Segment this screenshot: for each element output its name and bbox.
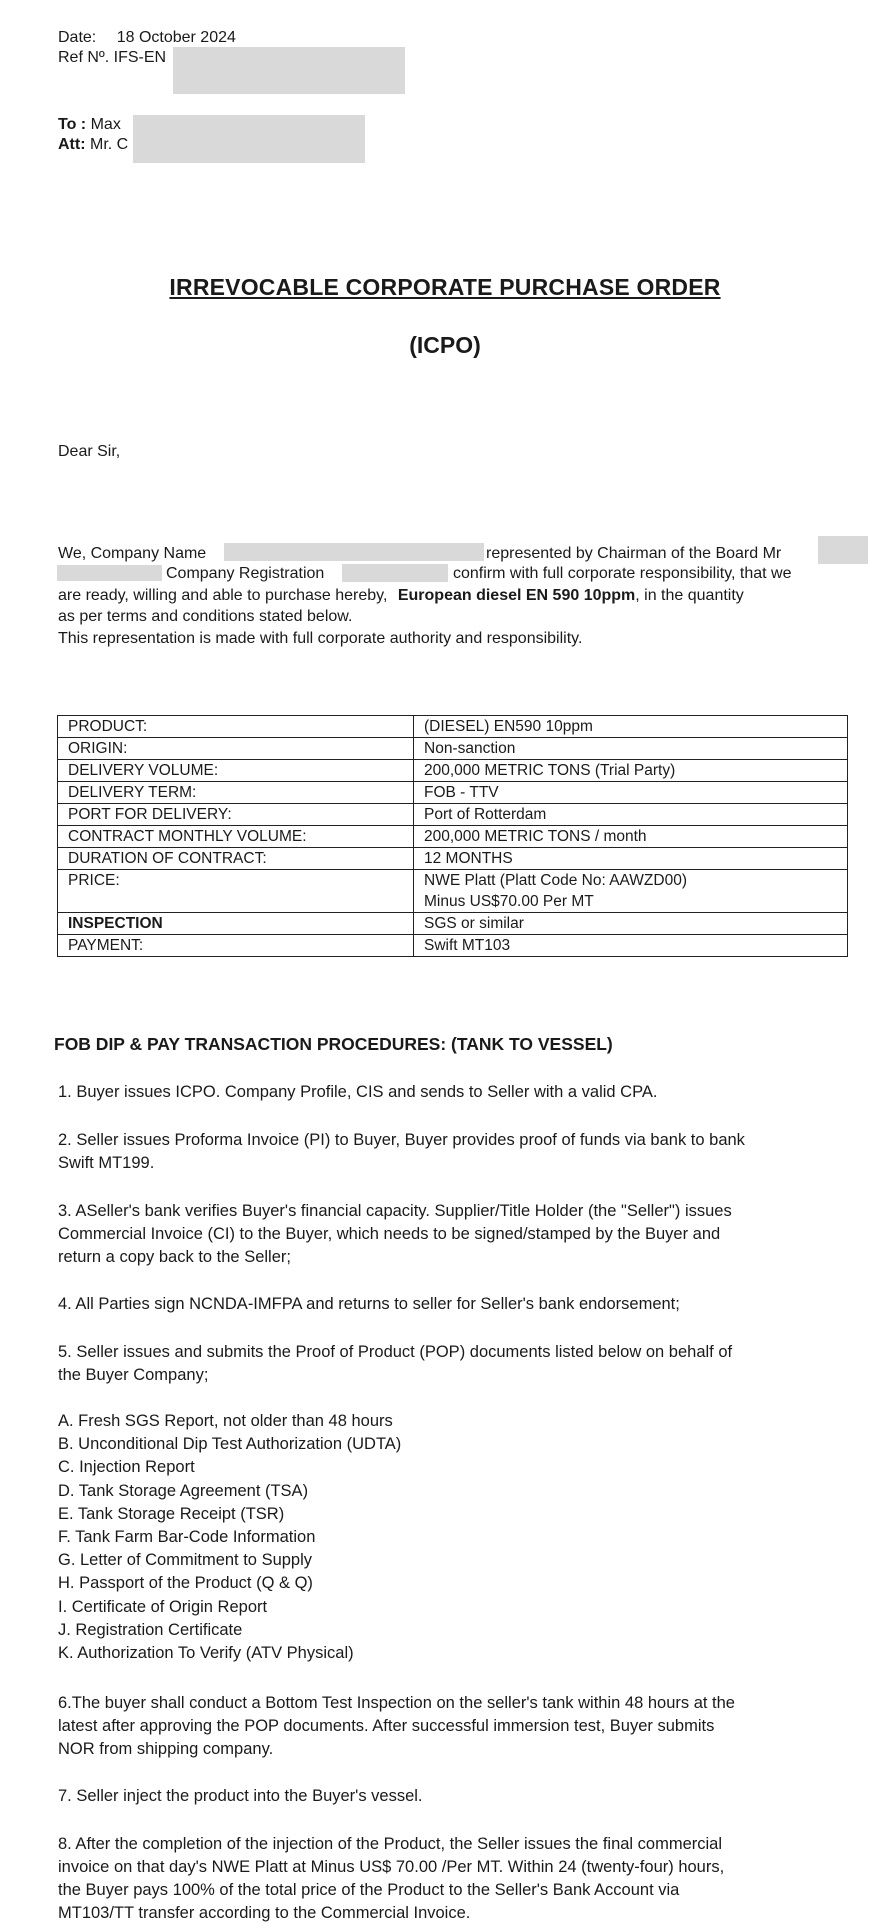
list-item: K. Authorization To Verify (ATV Physical) — [58, 1644, 354, 1663]
to-label: To : — [58, 116, 87, 133]
table-row — [58, 738, 848, 760]
procedure-3-line-1: 3. ASeller's bank verifies Buyer's financial capacity. Supplier/Title Holder (the "Seller") issues — [58, 1202, 732, 1220]
procedure-8-line-3: the Buyer pays 100% of the total price of the Product to the Seller's Bank Account via — [58, 1881, 680, 1899]
spec-value: 12 MONTHS — [414, 848, 848, 870]
procedures-heading: FOB DIP & PAY TRANSACTION PROCEDURES: (TANK TO VESSEL) — [54, 1034, 613, 1054]
procedure-7: 7. Seller inject the product into the Buyer's vessel. — [58, 1787, 423, 1805]
list-item: G. Letter of Commitment to Supply — [58, 1551, 313, 1570]
date-value: 18 October 2024 — [116, 29, 236, 46]
table-row — [58, 804, 848, 826]
procedure-2-line-2: Swift MT199. — [58, 1154, 155, 1172]
list-item: B. Unconditional Dip Test Authorization (UDTA) — [58, 1435, 402, 1454]
procedure-3-line-2: Commercial Invoice (CI) to the Buyer, which needs to be signed/stamped by the Buyer and — [58, 1225, 721, 1243]
price-line-2: Minus US$70.00 Per MT — [424, 893, 594, 910]
spec-value: Non-sanction — [414, 738, 848, 760]
spec-key: CONTRACT MONTHLY VOLUME: — [58, 826, 414, 848]
list-item: I. Certificate of Origin Report — [58, 1597, 268, 1616]
redaction-chairman-name — [57, 565, 162, 581]
procedure-8-line-4: MT103/TT transfer according to the Commercial Invoice. — [58, 1904, 471, 1922]
list-item: J. Registration Certificate — [58, 1620, 243, 1639]
to-value: Max — [90, 116, 121, 133]
att-line — [58, 135, 128, 155]
table-row — [58, 848, 848, 870]
spec-key: DELIVERY VOLUME: — [58, 760, 414, 782]
redaction-ref — [173, 47, 405, 94]
spec-value: Port of Rotterdam — [414, 804, 848, 826]
spec-value: SGS or similar — [414, 913, 848, 935]
spec-value-price — [414, 870, 848, 913]
spec-value: 200,000 METRIC TONS / month — [414, 826, 848, 848]
ref-line: Ref Nº. IFS-EN — [58, 49, 167, 66]
table-row — [58, 913, 848, 935]
intro-line-5: This representation is made with full corporate authority and responsibility. — [58, 630, 583, 647]
spec-key: ORIGIN: — [58, 738, 414, 760]
procedure-5-line-2: the Buyer Company; — [58, 1366, 209, 1384]
list-item: F. Tank Farm Bar-Code Information — [58, 1528, 316, 1547]
procedure-3-line-3: return a copy back to the Seller; — [58, 1248, 291, 1266]
redaction-chairman — [818, 536, 868, 564]
intro-line-2b: confirm with full corporate responsibility, that we — [453, 565, 792, 582]
intro-line-1b: represented by Chairman of the Board Mr — [486, 545, 782, 562]
att-value: Mr. C — [90, 136, 129, 153]
pop-documents-list — [58, 1410, 401, 1665]
spec-value: FOB - TTV — [414, 782, 848, 804]
table-row — [58, 826, 848, 848]
redaction-company-name — [224, 543, 484, 561]
procedure-6-line-1: 6.The buyer shall conduct a Bottom Test Inspection on the seller's tank within 48 hours at the — [58, 1694, 735, 1712]
spec-key: PORT FOR DELIVERY: — [58, 804, 414, 826]
procedure-6-line-2: latest after approving the POP documents. After successful immersion test, Buyer submits — [58, 1717, 715, 1735]
att-label: Att: — [58, 136, 86, 153]
spec-key: PRODUCT: — [58, 716, 414, 738]
procedure-1: 1. Buyer issues ICPO. Company Profile, CIS and sends to Seller with a valid CPA. — [58, 1083, 658, 1101]
intro-line-4: as per terms and conditions stated below. — [58, 608, 353, 625]
spec-table — [57, 715, 848, 957]
document-subtitle: (ICPO) — [409, 332, 481, 358]
list-item: A. Fresh SGS Report, not older than 48 hours — [58, 1412, 393, 1430]
procedure-8-line-2: invoice on that day's NWE Platt at Minus US$ 70.00 /Per MT. Within 24 (twenty-four) hours, — [58, 1858, 725, 1876]
date-line — [58, 28, 236, 48]
to-line — [58, 115, 121, 135]
procedure-4: 4. All Parties sign NCNDA-IMFPA and returns to seller for Seller's bank endorsement; — [58, 1295, 680, 1313]
procedure-5-line-1: 5. Seller issues and submits the Proof of Product (POP) documents listed below on behalf of — [58, 1343, 733, 1361]
procedure-6-line-3: NOR from shipping company. — [58, 1740, 274, 1758]
table-row — [58, 760, 848, 782]
table-row — [58, 870, 848, 913]
product-highlight: European diesel EN 590 10ppm — [397, 587, 636, 604]
redaction-recipient — [133, 115, 365, 163]
spec-value: 200,000 METRIC TONS (Trial Party) — [414, 760, 848, 782]
intro-line-3 — [58, 586, 744, 606]
spec-value: (DIESEL) EN590 10ppm — [414, 716, 848, 738]
intro-line-1a: We, Company Name — [58, 545, 207, 562]
spec-key: DURATION OF CONTRACT: — [58, 848, 414, 870]
document-title: IRREVOCABLE CORPORATE PURCHASE ORDER — [169, 274, 721, 300]
table-row — [58, 935, 848, 957]
price-line-1: NWE Platt (Platt Code No: AAWZD00) — [424, 872, 688, 889]
list-item: H. Passport of the Product (Q & Q) — [58, 1574, 313, 1593]
salutation: Dear Sir, — [58, 443, 121, 460]
spec-key: PAYMENT: — [58, 935, 414, 957]
procedure-8-line-1: 8. After the completion of the injection of the Product, the Seller issues the final commercial — [58, 1835, 723, 1853]
spec-key: PRICE: — [58, 870, 414, 913]
spec-key: INSPECTION — [58, 913, 414, 935]
table-row — [58, 782, 848, 804]
intro-line-3c: , in the quantity — [635, 587, 744, 604]
list-item: E. Tank Storage Receipt (TSR) — [58, 1504, 285, 1523]
intro-line-2a: Company Registration — [166, 565, 325, 582]
spec-value: Swift MT103 — [414, 935, 848, 957]
date-label: Date: — [58, 29, 97, 46]
intro-line-3a: are ready, willing and able to purchase hereby, — [58, 587, 388, 604]
table-row — [58, 716, 848, 738]
list-item: D. Tank Storage Agreement (TSA) — [58, 1481, 309, 1500]
list-item: C. Injection Report — [58, 1458, 195, 1477]
spec-key: DELIVERY TERM: — [58, 782, 414, 804]
redaction-registration — [342, 564, 448, 582]
procedure-2-line-1: 2. Seller issues Proforma Invoice (PI) to Buyer, Buyer provides proof of funds via bank to bank — [58, 1131, 745, 1149]
